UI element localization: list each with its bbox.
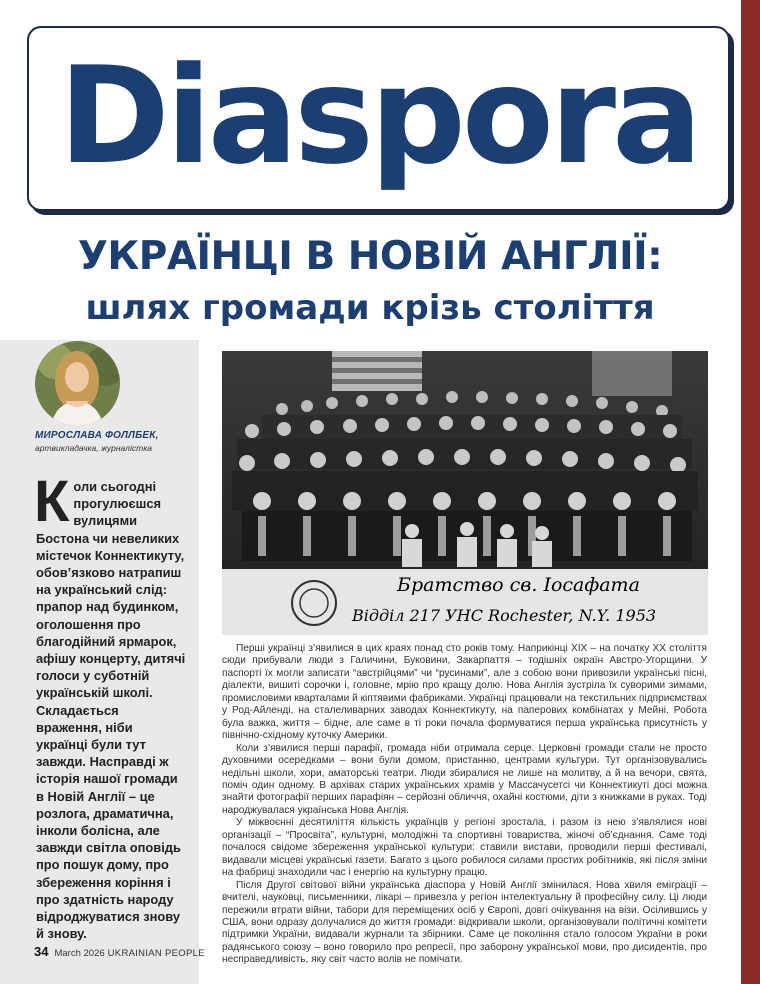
masthead-title: Diaspora bbox=[58, 38, 699, 194]
group-photo-illustration bbox=[222, 351, 708, 635]
issue-date: March 2026 bbox=[54, 948, 105, 959]
article-body bbox=[222, 643, 707, 967]
emblem-icon bbox=[292, 581, 336, 625]
historical-group-photo bbox=[222, 351, 708, 635]
body-paragraph: Після Другої світової війни українська діаспора у Новій Англії змінилася. Нова хвиля еміграції – вчителі, науковці, письменники, лікарі – привезла у регіон інтелектуальну й професійну силу. Ці люди пережили втрати війни, табори для переміщених осіб у Європі, довгі очікування на візи. Осілившись у США, вони одразу долучалися до життя громади: відкривали школи, організовували політичні комітети підтримки України, видавали журнали та збірники. Саме це покоління стало голосом України в роки радянського союзу – воно говорило про репресії, про заборону української мови, про дисидентів, про несправедливість, яку світ часто волів не помічати. bbox=[222, 879, 707, 966]
body-paragraph: Перші українці з’явилися в цих краях понад сто років тому. Наприкінці XIX – на початку XX століття сюди прибували люди з Галичини, Буковини, Закарпаття – тодішніх окраїн Австро-Угорщини. У паспорті їх могли записати “австрійцями” чи “русинами”, але з собою вони привозили українські пісні, діалекти, вишиті сорочки і, головне, мрію про кращу долю. Нова Англія зустріла їх суворими зимами, промисловими кварталами й кіптявими фабриками. Українці працювали на текстильних підприємствах у Род-Айленді, на сталеливарних заводах Коннектикуту, на паперових комбінатах у Мейні. Робота була важка, життя – бідне, але саме в ті роки почала формуватися перша українська присутність у північно-східному куточку Америки. bbox=[222, 643, 707, 742]
author-role: артвикладачка, журналістка bbox=[35, 443, 152, 453]
photo-caption-line2: Відділ 217 УНС Rochester, N.Y. 1953 bbox=[352, 606, 657, 625]
lead-paragraph bbox=[34, 469, 186, 942]
publication-name: UKRAINIAN PEOPLE bbox=[107, 948, 205, 959]
page-footer bbox=[34, 944, 205, 959]
page-number: 34 bbox=[34, 944, 49, 959]
masthead-frame bbox=[27, 26, 730, 211]
page-edge-bar bbox=[741, 0, 760, 984]
article-headline: УКРАЇНЦІ В НОВІЙ АНГЛІЇ: bbox=[77, 234, 663, 279]
author-name: МИРОСЛАВА ФОЛЛБЕК, bbox=[35, 430, 159, 441]
body-paragraph: У міжвоєнні десятиліття кількість українців у регіоні зростала, і разом із нею з’являлися нові організації – “Просвіта”, культурні, молодіжні та спортивні товариства, жіночі об’єднання. Саме тоді почалося свідоме збереження української культури: ставили вистави, проводили перші фестивалі, видавали місцеві українські газети. Багато з цього робилося силами простих робітників, які після зміни на фабриці знаходили час і енергію на культурну працю. bbox=[222, 817, 707, 879]
body-paragraph: Коли з’явилися перші парафії, громада ніби отримала серце. Церковні громади стали не просто духовними осередками – вони були домом, пристанню, центрами культури. Тут організовувались недільні школи, хори, аматорські театри. Люди збиралися не лише на молитву, а й на вечори, свята, поміч один одному. В архівах старих українських храмів у Массачусетсі чи Коннектикуті досі можна знайти фотографії перших парафіян – серйозні обличчя, охайні костюми, діти з книжками в руках. Тоді народжувалася українська Нова Англія. bbox=[222, 742, 707, 816]
lead-text: оли сьогодні прогулюєшся вулицями Бостона чи невеликих містечок Коннектикуту, обов’язково натрапиш на український слід: прапор над будинком, оголошення про благодійний ярмарок, афішу концерту, дитячі голоси у суботній українській школі. Складається враження, ніби українці були тут завжди. Насправді ж історія нашої громади в Новій Англії – це розлога, драматична, інколи болісна, але завжди світла оповідь про пошук дому, про збереження коріння і про здатність народу відроджуватися знову й знову. bbox=[36, 479, 186, 942]
drop-cap: К bbox=[34, 469, 70, 534]
photo-caption-line1: Братство св. Іосафата bbox=[397, 574, 640, 596]
author-avatar bbox=[35, 341, 120, 426]
article-subheadline: шлях громади крізь століття bbox=[85, 288, 655, 328]
